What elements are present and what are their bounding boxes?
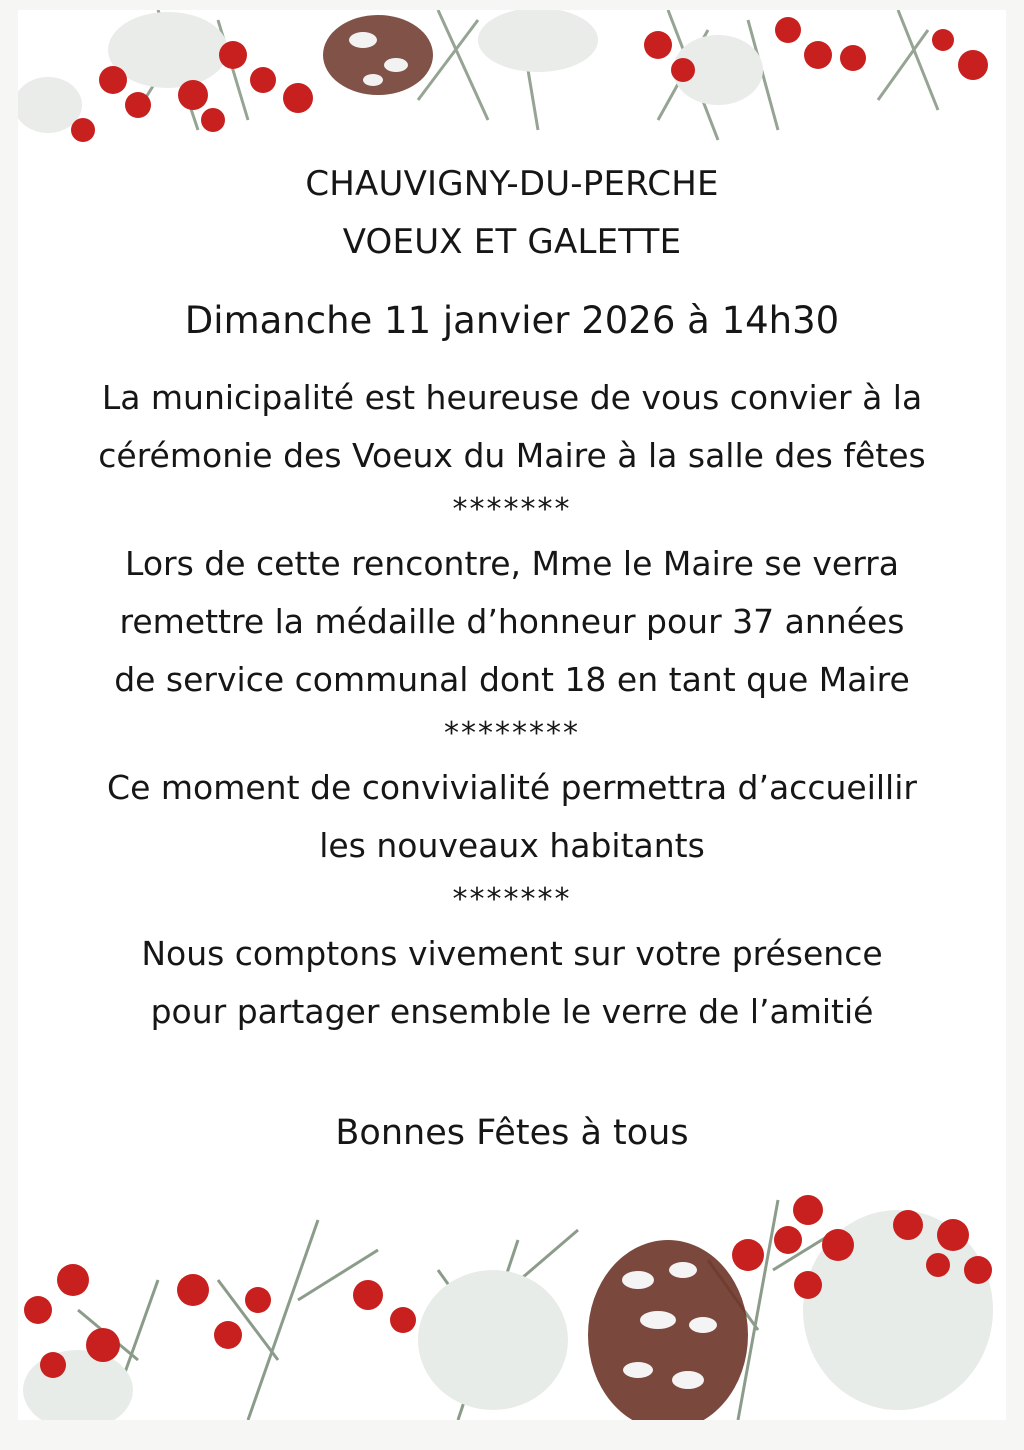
invitation-line-1: La municipalité est heureuse de vous convier à la	[101, 378, 923, 417]
top-holly-garland-decoration	[18, 10, 1006, 160]
flyer-page	[18, 10, 1006, 1420]
title-line-2: VOEUX ET GALETTE	[342, 222, 682, 262]
title-line-1: CHAUVIGNY-DU-PERCHE	[305, 164, 719, 204]
flyer-text	[18, 155, 1006, 1163]
welcome-line-1: Ce moment de convivialité permettra d’accueillir	[107, 768, 917, 807]
invitation-line-2: cérémonie des Voeux du Maire à la salle des fêtes	[98, 436, 926, 475]
welcome-line-2: les nouveaux habitants	[319, 826, 705, 865]
medal-line-1: Lors de cette rencontre, Mme le Maire se verra	[125, 544, 899, 583]
bottom-holly-garland-decoration	[18, 1160, 1006, 1420]
closing-greeting: Bonnes Fêtes à tous	[335, 1113, 689, 1153]
presence-line-2: pour partager ensemble le verre de l’amitié	[150, 992, 874, 1031]
separator-2: ********	[444, 716, 580, 751]
medal-line-3: de service communal dont 18 en tant que Maire	[114, 660, 910, 699]
separator-3: *******	[452, 882, 572, 917]
event-date: Dimanche 11 janvier 2026 à 14h30	[184, 299, 840, 342]
medal-line-2: remettre la médaille d’honneur pour 37 années	[119, 602, 905, 641]
separator-1: *******	[452, 492, 572, 527]
presence-line-1: Nous comptons vivement sur votre présence	[141, 934, 883, 973]
